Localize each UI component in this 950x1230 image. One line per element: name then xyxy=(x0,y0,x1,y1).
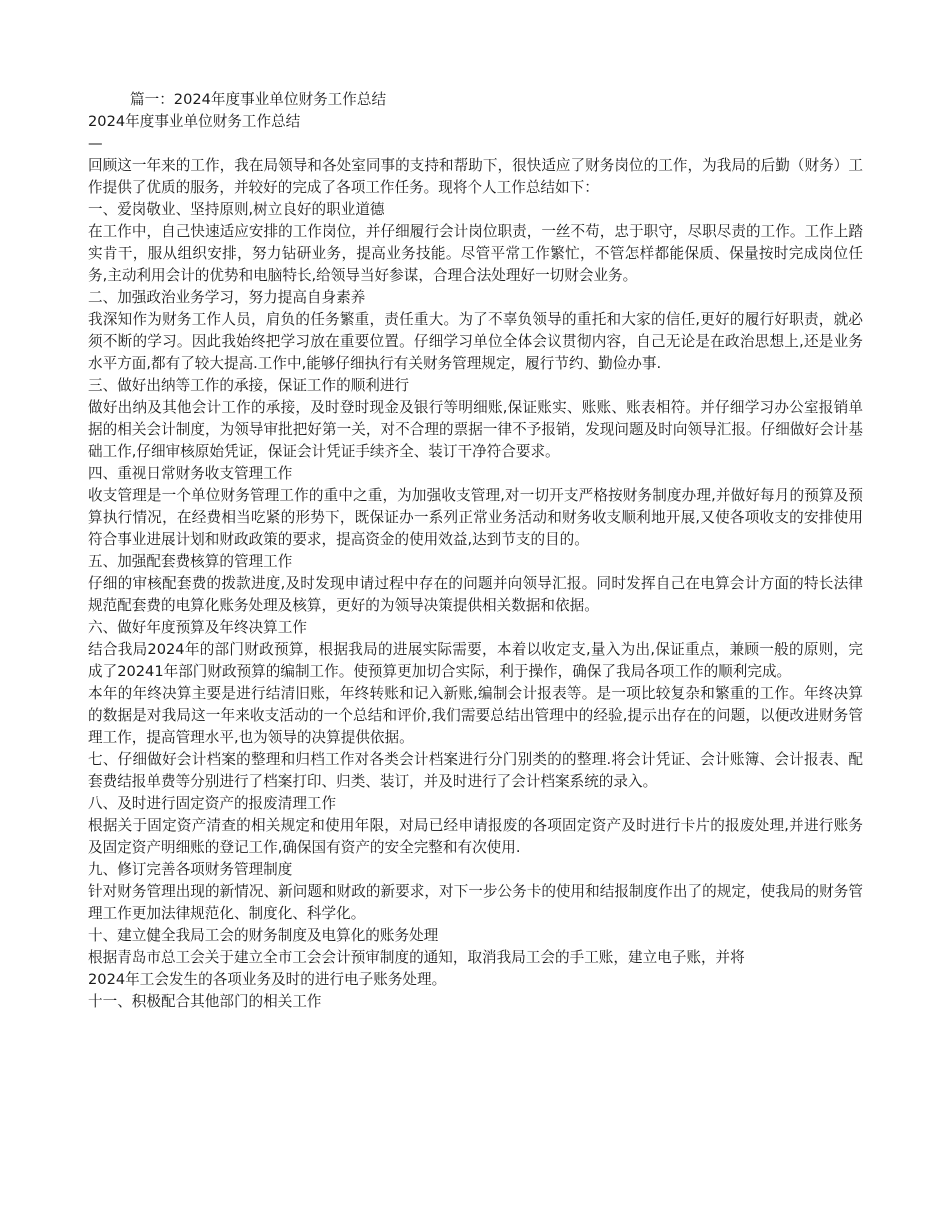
section-paragraph: 七、仔细做好会计档案的整理和归档工作对各类会计档案进行分门别类的的整理.将会计凭证、会计账簿、会计报表、配套费结报单费等分别进行了档案打印、归类、装订，并及时进行了会计档案系统的录入。 xyxy=(88,751,863,790)
section-paragraph: 我深知作为财务工作人员，肩负的任务繁重，责任重大。为了不辜负领导的重托和大家的信任,更好的履行好职责，就必须不断的学习。因此我始终把学习放在重要位置。仔细学习单位全体会议贯彻内容，自己无论是在政治思想上,还是业务水平方面,都有了较大提高.工作中,能够仔细执行有关财务管理规定，履行节约、勤俭办事. xyxy=(88,311,863,372)
section-title: 三、做好出纳等工作的承接，保证工作的顺利进行 xyxy=(88,377,410,394)
section-title: 五、加强配套费核算的管理工作 xyxy=(88,553,293,570)
section-title: 十、建立健全我局工会的财务制度及电算化的账务处理 xyxy=(88,927,439,944)
section-title: 四、重视日常财务收支管理工作 xyxy=(88,465,293,482)
section-paragraph: 根据青岛市总工会关于建立全市工会会计预审制度的通知，取消我局工会的手工账，建立电子账，并将 xyxy=(88,949,745,966)
section-title: 九、修订完善各项财务管理制度 xyxy=(88,861,293,878)
section-paragraph: 结合我局2024年的部门财政预算，根据我局的进展实际需要，本着以收定支,量入为出,保证重点，兼顾一般的原则，完成了20241年部门财政预算的编制工作。使预算更加切合实际，利于操作，确保了我局各项工作的顺利完成。 xyxy=(88,641,863,680)
section-paragraph: 针对财务管理出现的新情况、新问题和财政的新要求，对下一步公务卡的使用和结报制度作出了的规定，使我局的财务管理工作更加法律规范化、制度化、科学化。 xyxy=(88,883,863,922)
document-intro: 回顾这一年来的工作，我在局领导和各处室同事的支持和帮助下，很快适应了财务岗位的工作，为我局的后勤（财务）工作提供了优质的服务，并较好的完成了各项工作任务。现将个人工作总结如下： xyxy=(88,157,863,196)
section-title: 十一、积极配合其他部门的相关工作 xyxy=(88,993,322,1010)
section-paragraph: 做好出纳及其他会计工作的承接，及时登时现金及银行等明细账,保证账实、账账、账表相符。并仔细学习办公室报销单据的相关会计制度，为领导审批把好第一关，对不合理的票据一律不予报销，发现问题及时向领导汇报。仔细做好会计基础工作,仔细审核原始凭证，保证会计凭证手续齐全、装订干净符合要求。 xyxy=(88,399,863,460)
section-paragraph: 仔细的审核配套费的拨款进度,及时发现申请过程中存在的问题并向领导汇报。同时发挥自己在电算会计方面的特长法律规范配套费的电算化账务处理及核算，更好的为领导决策提供相关数据和依据。 xyxy=(88,575,863,614)
section-paragraph: 在工作中，自己快速适应安排的工作岗位，并仔细履行会计岗位职责，一丝不苟，忠于职守，尽职尽责的工作。工作上踏实肯干，服从组织安排，努力钻研业务，提高业务技能。尽管平常工作繁忙，不管怎样都能保质、保量按时完成岗位任务,主动利用会计的优势和电脑特长,给领导当好参谋，合理合法处理好一切财会业务。 xyxy=(88,223,863,284)
section-title: 二、加强政治业务学习，努力提高自身素养 xyxy=(88,289,366,306)
section-title: 一、爱岗敬业、坚持原则,树立良好的职业道德 xyxy=(88,201,385,218)
document-dash: — xyxy=(88,135,103,152)
section-paragraph: 2024年工会发生的各项业务及时的进行电子账务处理。 xyxy=(88,971,447,988)
section-title: 八、及时进行固定资产的报废清理工作 xyxy=(88,795,337,812)
section-paragraph: 收支管理是一个单位财务管理工作的重中之重，为加强收支管理,对一切开支严格按财务制度办理,并做好每月的预算及预算执行情况，在经费相当吃紧的形势下，既保证办一系列正常业务活动和财务收支顺利地开展,又使各项收支的安排使用符合事业进展计划和财政政策的要求，提高资金的使用效益,达到节支的目的。 xyxy=(88,487,863,548)
section-title: 六、做好年度预算及年终决算工作 xyxy=(88,619,307,636)
section-paragraph: 本年的年终决算主要是进行结清旧账，年终转账和记入新账,编制会计报表等。是一项比较复杂和繁重的工作。年终决算的数据是对我局这一年来收支活动的一个总结和评价,我们需要总结出管理中的经验,提示出存在的问题，以便改进财务管理工作，提高管理水平,也为领导的决算提供依据。 xyxy=(88,685,863,746)
document-page xyxy=(88,89,863,1013)
document-heading-main: 篇一：2024年度事业单位财务工作总结 xyxy=(130,91,387,108)
section-paragraph: 根据关于固定资产清查的相关规定和使用年限，对局已经申请报废的各项固定资产及时进行卡片的报废处理,并进行账务及固定资产明细账的登记工作,确保国有资产的安全完整和有次使用. xyxy=(88,817,863,856)
document-heading-sub: 2024年度事业单位财务工作总结 xyxy=(88,113,301,130)
